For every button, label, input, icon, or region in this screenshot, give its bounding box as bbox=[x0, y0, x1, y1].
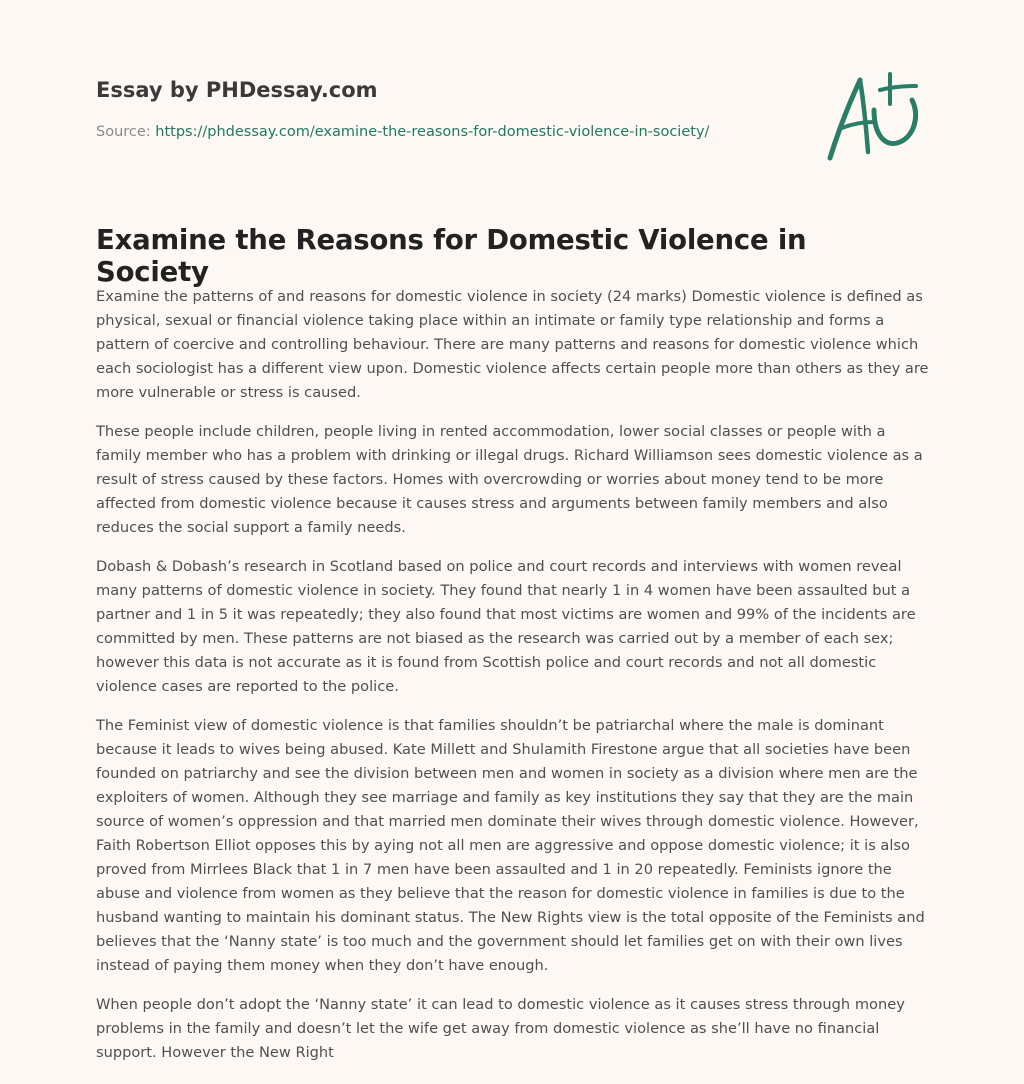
a-plus-logo-icon bbox=[822, 70, 926, 164]
source-label: Source: bbox=[96, 124, 151, 140]
essay-paragraph-5: When people don’t adopt the ‘Nanny state’ it can lead to domestic violence as it causes stress through money problems in the family and doesn’t let the wife get away from domestic violence as she’ll have no financial support. However the New Right bbox=[96, 996, 905, 1061]
essay-paragraph-1: Examine the patterns of and reasons for domestic violence in society (24 marks) Domestic violence is defined as physical, sexual or financial violence taking place within an intimate or family type relationship and forms a pattern of coercive and controlling behaviour. There are many patterns and reasons for domestic violence which each sociologist has a different view upon. Domestic violence affects certain people more than others as they are more vulnerable or stress is caused. bbox=[96, 288, 929, 401]
essay-paragraph-4: The Feminist view of domestic violence is that families shouldn’t be patriarchal where the male is dominant because it leads to wives being abused. Kate Millett and Shulamith Firestone argue that all societies have been founded on patriarchy and see the division between men and women in society as a division where men are the exploiters of women. Although they see marriage and family as key institutions they say that they are the main source of women’s oppression and that married men dominate their wives through domestic violence. However, Faith Robertson Elliot opposes this by aying not all men are aggressive and oppose domestic violence; it is also proved from Mirrlees Black that 1 in 7 men have been assaulted and 1 in 20 repeatedly. Feminists ignore the abuse and violence from women as they believe that the reason for domestic violence in families is due to the husband wanting to maintain his dominant status. The New Rights view is the total opposite of the Feminists and believes that the ‘Nanny state’ is too much and the government should let families get on with their own lives instead of paying them money when they don’t have enough. bbox=[96, 717, 925, 974]
essay-paragraph-3: Dobash & Dobash’s research in Scotland based on police and court records and interviews with women reveal many patterns of domestic violence in society. They found that nearly 1 in 4 women have been assaulted but a partner and 1 in 5 it was repeatedly; they also found that most victims are women and 99% of the incidents are committed by men. These patterns are not biased as the research was carried out by a member of each sex; however this data is not accurate as it is found from Scottish police and court records and not all domestic violence cases are reported to the police. bbox=[96, 558, 916, 695]
source-link[interactable]: https://phdessay.com/examine-the-reasons-for-domestic-violence-in-society/ bbox=[155, 124, 710, 140]
essay-paragraph-2: These people include children, people living in rented accommodation, lower social classes or people with a family member who has a problem with drinking or illegal drugs. Richard Williamson sees domestic violence as a result of stress caused by these factors. Homes with overcrowding or worries about money tend to be more affected from domestic violence because it causes stress and arguments between family members and also reduces the social support a family needs. bbox=[96, 423, 923, 536]
essay-title: Examine the Reasons for Domestic Violence in Society bbox=[96, 224, 807, 288]
essay-body bbox=[96, 285, 932, 1080]
source-line bbox=[96, 124, 709, 140]
site-title: Essay by PHDessay.com bbox=[96, 78, 378, 102]
